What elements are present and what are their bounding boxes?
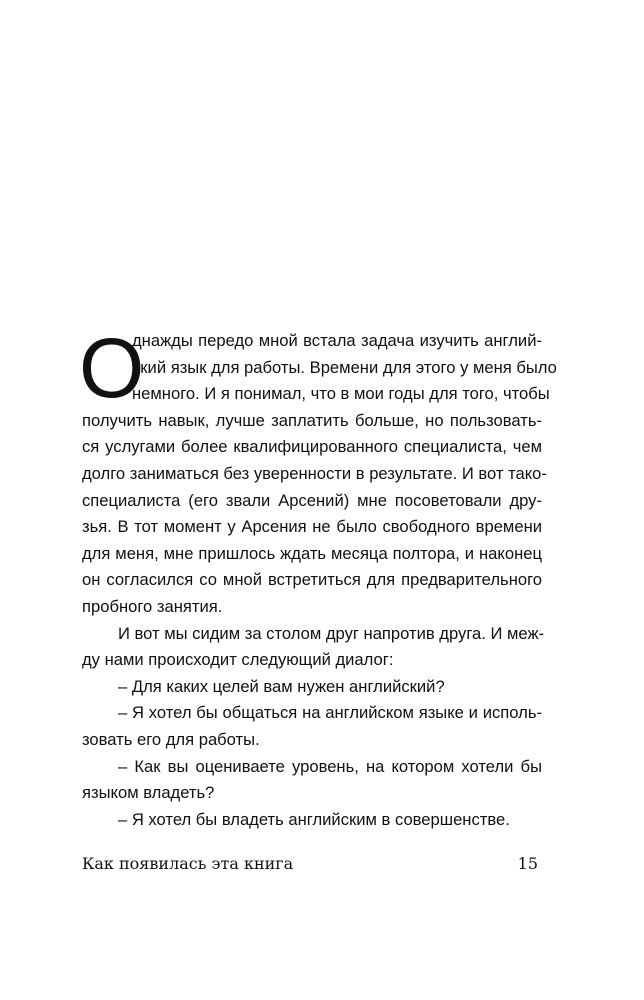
text-line: немного. И я понимал, что в мои годы для того, чтобы	[132, 384, 550, 404]
page-footer	[82, 852, 542, 876]
page-number: 15	[517, 854, 538, 873]
text-line: зья. В тот момент у Арсения не было свободного времени	[82, 517, 542, 537]
body-text	[79, 321, 557, 833]
drop-cap: О	[79, 321, 145, 415]
text-line: долго заниматься без уверенности в результате. И вот тако-	[82, 463, 547, 483]
text-line: пробного занятия.	[82, 596, 223, 616]
dialogue-line: – Я хотел бы общаться на английском языке и исполь-	[118, 703, 542, 723]
text-line: ский язык для работы. Времени для этого у меня было	[132, 357, 557, 377]
dialogue-line: языком владеть?	[82, 783, 215, 803]
text-line: днажды передо мной встала задача изучить англий-	[132, 331, 542, 350]
dialogue-line: зовать его для работы.	[82, 729, 260, 749]
text-line: он согласился со мной встретиться для предварительного	[82, 570, 542, 590]
text-line: получить навык, лучше заплатить больше, но пользовать-	[82, 410, 542, 430]
text-line: И вот мы сидим за столом друг напротив друга. И меж-	[118, 623, 545, 643]
text-line: специалиста (его звали Арсений) мне посоветовали дру-	[82, 490, 542, 510]
dialogue-line: – Я хотел бы владеть английским в совершенстве.	[118, 809, 510, 829]
text-line: для меня, мне пришлось ждать месяца полтора, и наконец	[82, 543, 542, 563]
text-line: ся услугами более квалифицированного специалиста, чем	[82, 437, 542, 457]
text-line: ду нами происходит следующий диалог:	[82, 650, 394, 670]
dialogue-line: – Как вы оцениваете уровень, на котором хотели бы	[118, 756, 542, 776]
dialogue-line: – Для каких целей вам нужен английский?	[118, 676, 445, 696]
running-footer-title: Как появилась эта книга	[82, 854, 294, 873]
